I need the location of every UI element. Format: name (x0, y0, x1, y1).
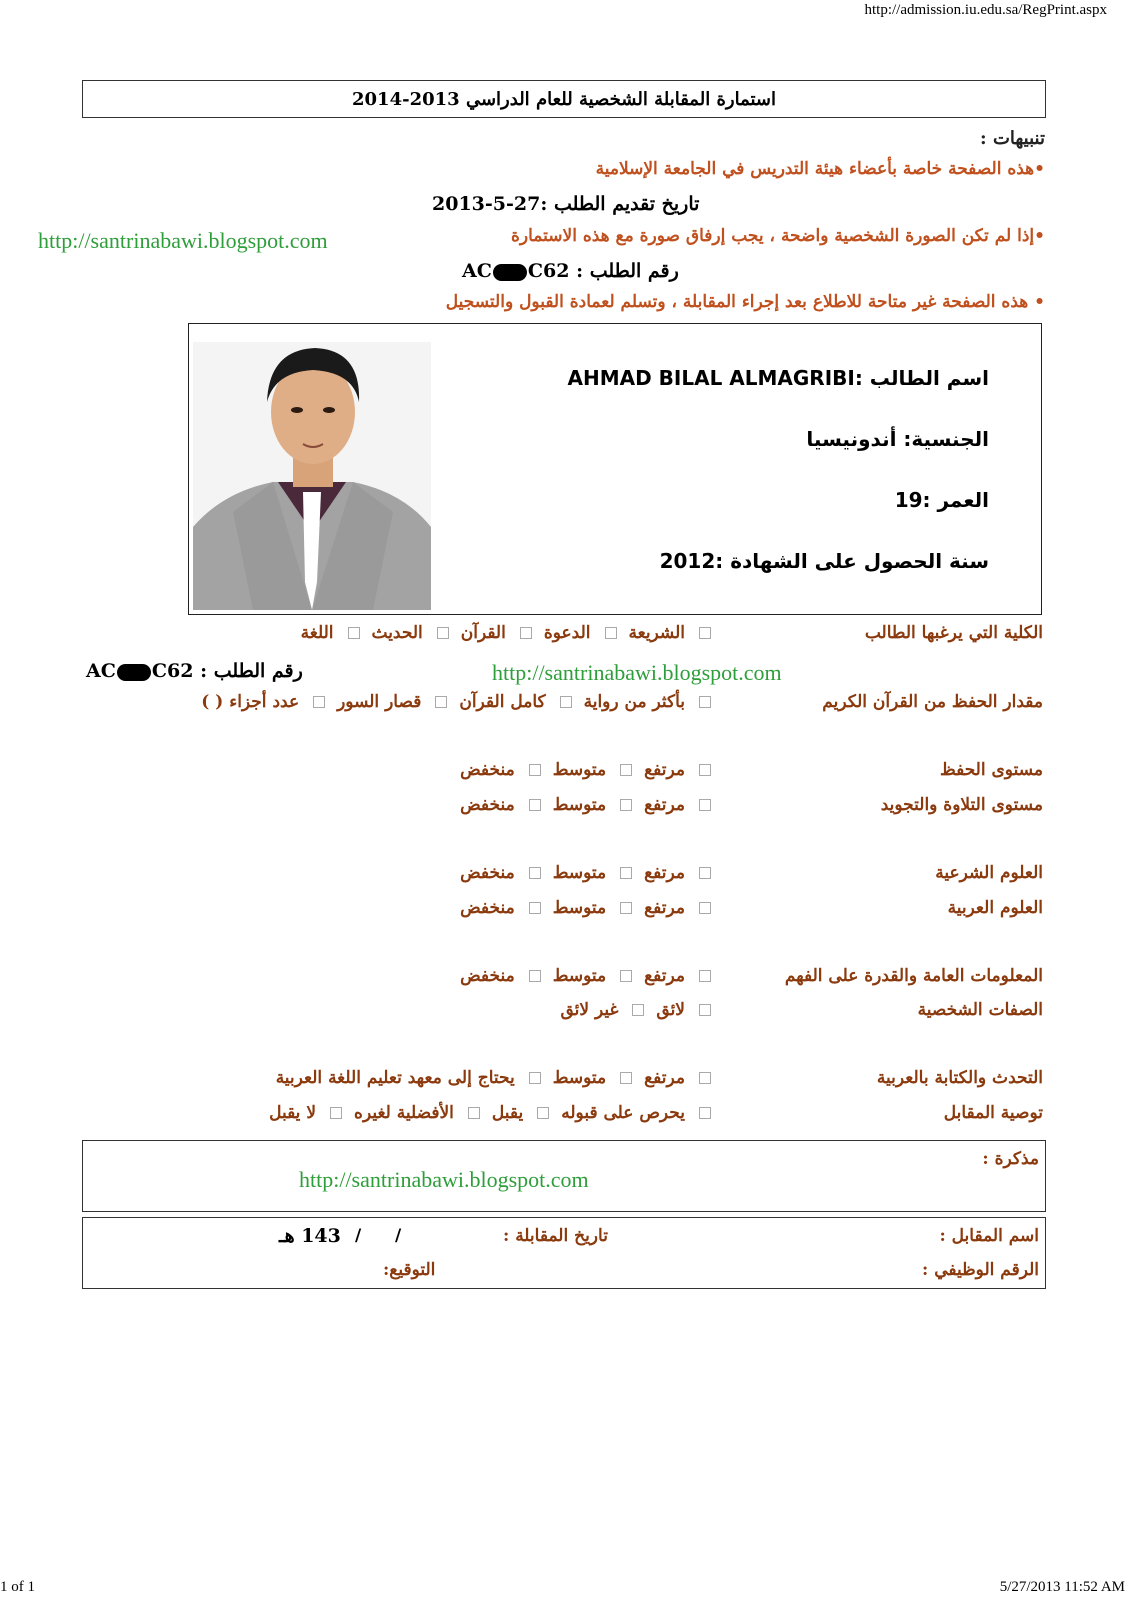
memorize-level-row (0, 760, 1131, 788)
recitation-row (0, 795, 1131, 823)
recitation-options (448, 795, 711, 815)
speaking-writing-option-1: مرتفع (644, 1068, 685, 1088)
interview-date-label: تاريخ المقابلة : (503, 1226, 608, 1246)
memorize-level-option-2: متوسط (552, 760, 607, 780)
page-count: 1 of 1 (0, 1579, 35, 1595)
personal-traits-row (0, 1000, 1131, 1028)
sharia-option-3: منخفض (460, 863, 515, 883)
sharia-checkbox-3[interactable] (529, 867, 541, 879)
memorize-amount-option-3: قصار السور (337, 692, 422, 712)
print-timestamp: 5/27/2013 11:52 AM (999, 1579, 1125, 1595)
personal-traits-option-1: لائق (656, 1000, 685, 1020)
form-title: استمارة المقابلة الشخصية للعام الدراسي 2013-2014 (82, 80, 1046, 118)
recitation-checkbox-2[interactable] (620, 799, 632, 811)
recitation-option-3: منخفض (460, 795, 515, 815)
memorize-level-checkbox-1[interactable] (699, 764, 711, 776)
hijri-year: 143 هـ (279, 1225, 341, 1247)
student-info-box (188, 323, 1042, 615)
speaking-writing-option-3: يحتاج إلى معهد تعليم اللغة العربية (275, 1068, 515, 1088)
arabic-sciences-option-1: مرتفع (644, 898, 685, 918)
speaking-writing-checkbox-3[interactable] (529, 1072, 541, 1084)
interviewer-box (82, 1217, 1046, 1289)
arabic-sciences-checkbox-1[interactable] (699, 902, 711, 914)
watermark-url: http://santrinabawi.blogspot.com (38, 228, 328, 253)
memorize-amount-option-1: بأكثر من رواية (583, 692, 685, 712)
recitation-option-2: متوسط (552, 795, 607, 815)
sharia-checkbox-2[interactable] (620, 867, 632, 879)
memo-label: مذكرة : (982, 1149, 1039, 1169)
request-number-code: AC C62 (462, 260, 570, 282)
memorize-level-checkbox-3[interactable] (529, 764, 541, 776)
request-number (462, 260, 679, 282)
arabic-sciences-checkbox-3[interactable] (529, 902, 541, 914)
recommendation-option-2: يقبل (491, 1103, 524, 1123)
student-age: العمر :19 (894, 488, 989, 512)
recommendation-checkbox-2[interactable] (537, 1107, 549, 1119)
notice-1: •هذه الصفحة خاصة بأعضاء هيئة التدريس في الجامعة الإسلامية (595, 159, 1045, 179)
college-checkbox-3[interactable] (520, 627, 532, 639)
sharia-checkbox-1[interactable] (699, 867, 711, 879)
date-slash-2: / (355, 1226, 362, 1246)
recommendation-checkbox-1[interactable] (699, 1107, 711, 1119)
memorize-level-options (448, 760, 711, 780)
speaking-writing-option-2: متوسط (552, 1068, 607, 1088)
request-number-2 (86, 660, 303, 682)
college-checkbox-4[interactable] (437, 627, 449, 639)
recommendation-option-4: لا يقبل (269, 1103, 317, 1123)
signature-label: التوقيع: (383, 1260, 436, 1280)
memorize-amount-checkbox-2[interactable] (560, 696, 572, 708)
college-option-4: الحديث (371, 623, 423, 643)
arabic-sciences-row (0, 898, 1131, 926)
arabic-sciences-option-3: منخفض (460, 898, 515, 918)
redaction-mark (493, 264, 527, 281)
personal-traits-label: الصفات الشخصية (917, 1000, 1043, 1020)
general-knowledge-option-1: مرتفع (644, 966, 685, 986)
memorize-amount-option-2: كامل القرآن (459, 692, 546, 712)
general-knowledge-checkbox-2[interactable] (620, 970, 632, 982)
memorize-amount-checkbox-3[interactable] (435, 696, 447, 708)
memorize-amount-row (0, 692, 1131, 720)
recommendation-option-1: يحرص على قبوله (561, 1103, 685, 1123)
college-checkbox-5[interactable] (348, 627, 360, 639)
college-option-2: الدعوة (543, 623, 591, 643)
general-knowledge-option-3: منخفض (460, 966, 515, 986)
interviewer-name-label: اسم المقابل : (939, 1226, 1039, 1246)
arabic-sciences-options (448, 898, 711, 918)
notices-label: تنبيهات : (980, 128, 1045, 149)
memorize-level-checkbox-2[interactable] (620, 764, 632, 776)
speaking-writing-options (264, 1068, 711, 1088)
memorize-level-option-1: مرتفع (644, 760, 685, 780)
student-photo (193, 342, 431, 610)
general-knowledge-option-2: متوسط (552, 966, 607, 986)
memorize-amount-options (189, 692, 711, 712)
recommendation-row (0, 1103, 1131, 1131)
watermark-url-2: http://santrinabawi.blogspot.com (492, 660, 782, 685)
personal-traits-checkbox-1[interactable] (699, 1004, 711, 1016)
memorize-amount-option-4: عدد أجزاء ( ) (201, 692, 300, 712)
employee-number-label: الرقم الوظيفي : (922, 1260, 1039, 1280)
personal-traits-checkbox-2[interactable] (632, 1004, 644, 1016)
speaking-writing-label: التحدث والكتابة بالعربية (876, 1068, 1043, 1088)
student-nationality: الجنسية: أندونيسيا (806, 427, 989, 451)
sharia-row (0, 863, 1131, 891)
recommendation-checkbox-4[interactable] (330, 1107, 342, 1119)
personal-traits-option-2: غير لائق (560, 1000, 619, 1020)
request-number-2-code: AC C62 (86, 660, 194, 682)
certificate-year: سنة الحصول على الشهادة :2012 (659, 549, 989, 573)
request-number-label: رقم الطلب : (576, 260, 679, 282)
recommendation-options (257, 1103, 711, 1123)
print-url: http://admission.iu.edu.sa/RegPrint.aspx (864, 2, 1107, 18)
recitation-option-1: مرتفع (644, 795, 685, 815)
request-number-2-label: رقم الطلب : (200, 660, 303, 682)
college-label: الكلية التي يرغبها الطالب (864, 623, 1043, 643)
recommendation-label: توصية المقابل (943, 1103, 1043, 1123)
arabic-sciences-checkbox-2[interactable] (620, 902, 632, 914)
redaction-mark-2 (117, 664, 151, 681)
college-row (0, 623, 1131, 651)
general-knowledge-row (0, 966, 1131, 994)
student-name: اسم الطالب :AHMAD BILAL ALMAGRIBI (567, 366, 989, 390)
general-knowledge-checkbox-3[interactable] (529, 970, 541, 982)
general-knowledge-checkbox-1[interactable] (699, 970, 711, 982)
general-knowledge-label: المعلومات العامة والقدرة على الفهم (784, 966, 1043, 986)
memorize-amount-checkbox-1[interactable] (699, 696, 711, 708)
college-checkbox-1[interactable] (699, 627, 711, 639)
watermark-url-3: http://santrinabawi.blogspot.com (299, 1167, 589, 1192)
memorize-amount-checkbox-4[interactable] (313, 696, 325, 708)
college-options (289, 623, 711, 643)
memo-box[interactable] (82, 1140, 1046, 1212)
college-option-3: القرآن (460, 623, 506, 643)
speaking-writing-checkbox-1[interactable] (699, 1072, 711, 1084)
sharia-option-1: مرتفع (644, 863, 685, 883)
application-date: تاريخ تقديم الطلب :27-5-2013 (432, 193, 700, 215)
sharia-option-2: متوسط (552, 863, 607, 883)
personal-traits-options (548, 1000, 711, 1020)
general-knowledge-options (448, 966, 711, 986)
memorize-level-label: مستوى الحفظ (939, 760, 1043, 780)
college-option-1: الشريعة (628, 623, 685, 643)
recitation-label: مستوى التلاوة والتجويد (880, 795, 1043, 815)
college-option-5: اللغة (300, 623, 334, 643)
recommendation-checkbox-3[interactable] (468, 1107, 480, 1119)
arabic-sciences-label: العلوم العربية (947, 898, 1043, 918)
speaking-writing-row (0, 1068, 1131, 1096)
recommendation-option-3: الأفضلية لغيره (354, 1103, 454, 1123)
notice-2: •إذا لم تكن الصورة الشخصية واضحة ، يجب إرفاق صورة مع هذه الاستمارة (511, 226, 1045, 246)
memorize-level-option-3: منخفض (460, 760, 515, 780)
arabic-sciences-option-2: متوسط (552, 898, 607, 918)
college-checkbox-2[interactable] (605, 627, 617, 639)
notice-3: • هذه الصفحة غير متاحة للاطلاع بعد إجراء المقابلة ، وتسلم لعمادة القبول والتسجيل (445, 292, 1045, 312)
memorize-amount-label: مقدار الحفظ من القرآن الكريم (822, 692, 1043, 712)
recitation-checkbox-3[interactable] (529, 799, 541, 811)
sharia-options (448, 863, 711, 883)
sharia-label: العلوم الشرعية (935, 863, 1043, 883)
speaking-writing-checkbox-2[interactable] (620, 1072, 632, 1084)
date-slash-1: / (395, 1226, 402, 1246)
recitation-checkbox-1[interactable] (699, 799, 711, 811)
